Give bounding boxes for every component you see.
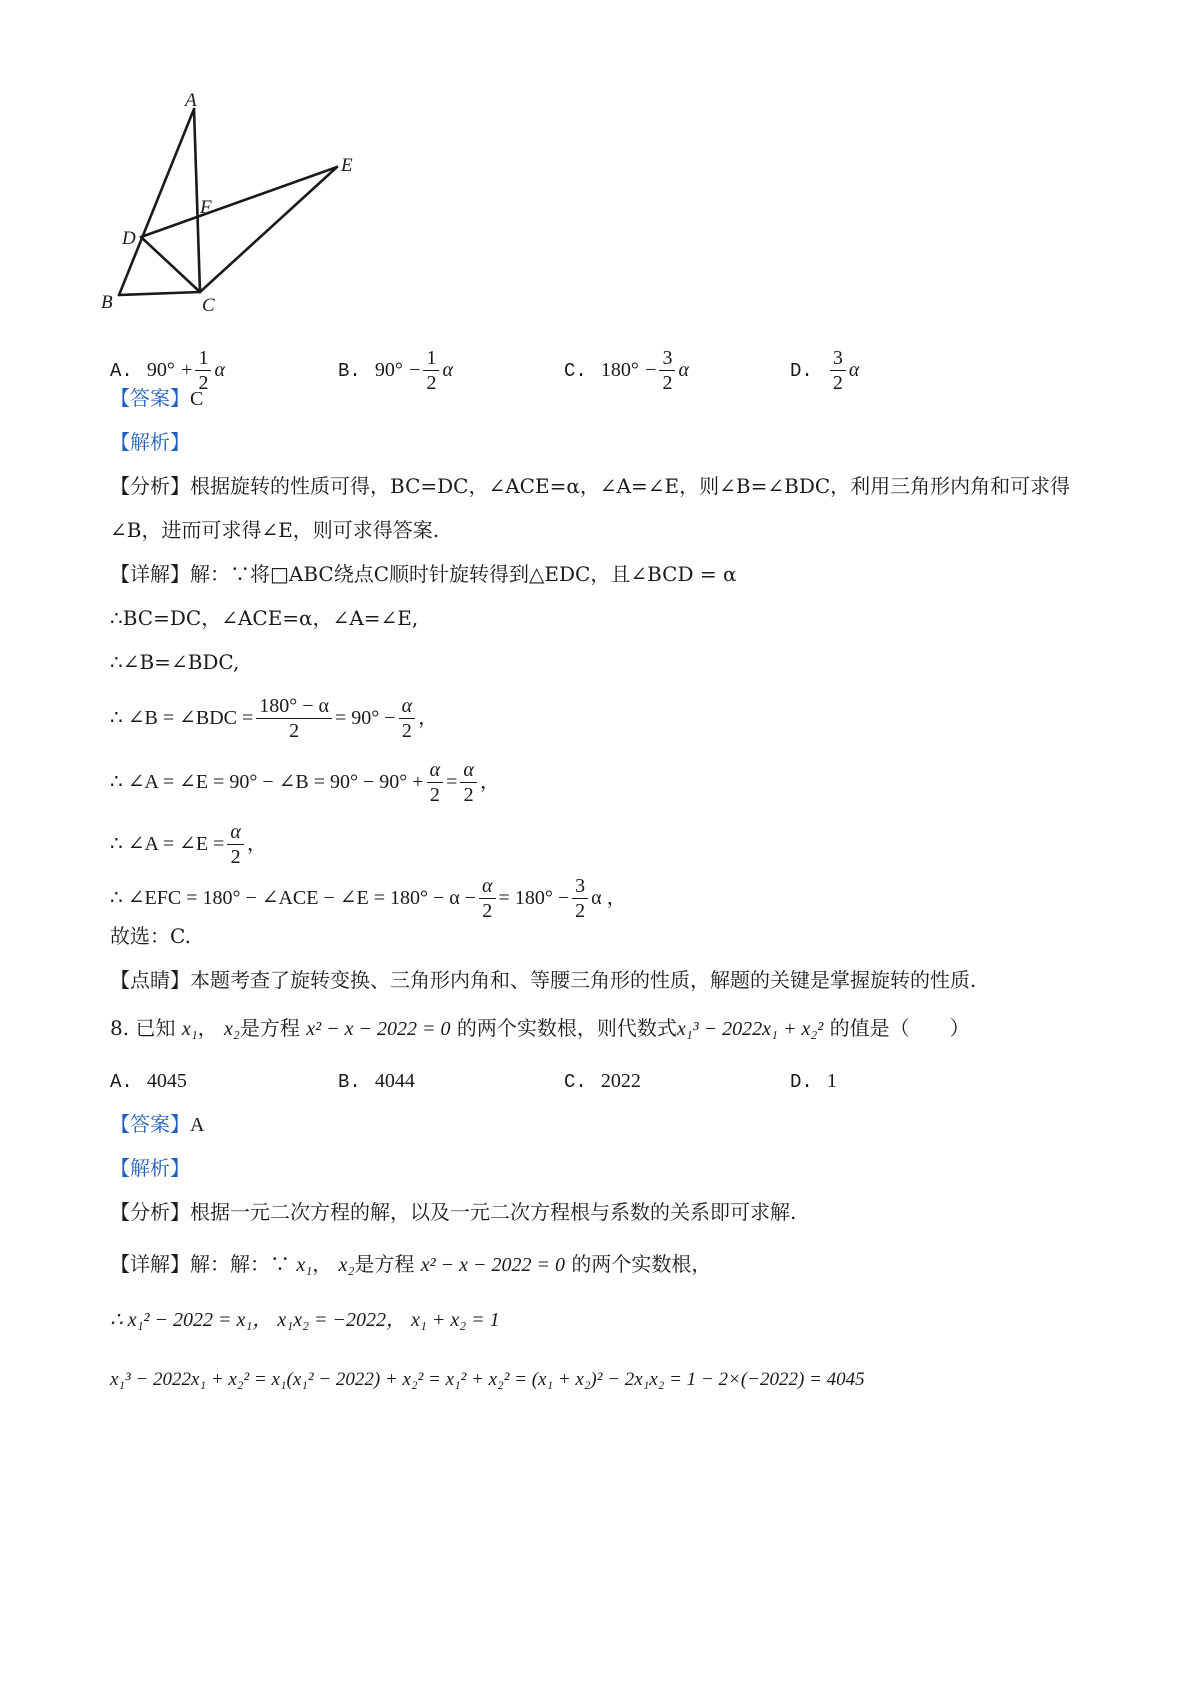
point-label-c: C	[202, 295, 215, 316]
q7-fenxi-cont: ∠B，进而可求得∠E，则可求得答案.	[110, 518, 440, 542]
q8-step-1: ∴ x₁² − 2022 = x₁， x₁x₂ = −2022， x₁ + x₂ = 1	[110, 1309, 500, 1331]
q7-step-4: ∴ ∠A = ∠E = 90° − ∠B = 90° − 90° + $\frac{\alpha}{2}$ = $\frac{\alpha}{2}$ ，	[110, 759, 500, 806]
q7-step-2: ∴∠B=∠BDC,	[110, 650, 240, 674]
fraction: $\frac{\alpha}{2}$	[427, 758, 444, 807]
q8-fenxi: 【分析】根据一元二次方程的解，以及一元二次方程根与系数的关系即可求解.	[110, 1200, 797, 1224]
fraction: $\frac{\alpha}{2}$	[460, 758, 477, 807]
fraction: $\frac{3}{2}$	[830, 346, 846, 395]
q7-xiangjie: 【详解】解：∵将□ABC绕点C顺时针旋转得到△EDC，且∠BCD = α	[110, 562, 737, 586]
point-label-e: E	[341, 155, 353, 176]
q7-step-3: ∴ ∠B = ∠BDC = $\frac{180^\circ - \alpha}{2}$ = 90° − $\frac{\alpha}{2}$ ，	[110, 695, 439, 742]
q7-dianjing: 【点睛】本题考查了旋转变换、三角形内角和、等腰三角形的性质，解题的关键是掌握旋转的性质.	[110, 968, 977, 992]
q7-step-6: ∴ ∠EFC = 180° − ∠ACE − ∠E = 180° − α − $\frac{\alpha}{2}$ = 180° − $\frac{3}{2}$ α ，	[110, 875, 627, 922]
q8-jiexi: 【解析】	[110, 1156, 190, 1180]
segment-ab	[119, 109, 194, 295]
segment-ec	[200, 167, 337, 292]
q7-jiexi: 【解析】	[110, 430, 190, 454]
fraction: $\frac{1}{2}$	[423, 346, 439, 395]
q7-answer: 【答案】C	[110, 386, 204, 410]
q8-step-2: x₁³ − 2022x₁ + x₂² = x₁(x₁² − 2022) + x₂² = x₁² + x₂² = (x₁ + x₂)² − 2x₁x₂ = 1 − 2×(−2022) = 4045	[110, 1369, 865, 1390]
fraction: $\frac{\alpha}{2}$	[479, 874, 496, 923]
q8-option-b[interactable]: B. 4044	[338, 1070, 415, 1093]
q7-option-c[interactable]: C. 180° − $\frac{3}{2}$ α	[564, 347, 689, 394]
option-label: D.	[790, 360, 813, 382]
point-label-a: A	[185, 90, 197, 111]
point-label-f: F	[200, 197, 212, 218]
q8-option-a[interactable]: A. 4045	[110, 1070, 187, 1093]
point-label-d: D	[122, 228, 136, 249]
q8-answer: 【答案】A	[110, 1112, 205, 1136]
q7-option-a[interactable]: A. 90° + $\frac{1}{2}$ α	[110, 347, 225, 394]
geometry-figure	[95, 85, 395, 330]
fraction: $\frac{3}{2}$	[572, 874, 588, 923]
segment-de	[141, 167, 337, 237]
q7-option-d[interactable]: D. $\frac{3}{2}$ α	[790, 347, 860, 394]
q7-step-1: ∴BC=DC，∠ACE=α，∠A=∠E,	[110, 606, 419, 630]
option-label: C.	[564, 360, 587, 382]
segment-bc	[119, 292, 200, 295]
fraction: $\frac{3}{2}$	[659, 346, 675, 395]
q8-option-c[interactable]: C. 2022	[564, 1070, 641, 1093]
fraction: $\frac{1}{2}$	[195, 346, 211, 395]
q7-step-5: ∴ ∠A = ∠E = $\frac{\alpha}{2}$ ，	[110, 821, 267, 868]
q8-xiangjie: 【详解】解：解：∵ x₁， x₂是方程 x² − x − 2022 = 0 的两个实数根，	[110, 1252, 712, 1276]
q7-option-b[interactable]: B. 90° − $\frac{1}{2}$ α	[338, 347, 453, 394]
point-label-b: B	[101, 292, 113, 313]
q8-stem: 8. 已知 x₁， x₂是方程 x² − x − 2022 = 0 的两个实数根，则代数式x₁³ − 2022x₁ + x₂² 的值是（ ）	[110, 1016, 970, 1040]
fraction: $\frac{\alpha}{2}$	[399, 694, 416, 743]
answer-tag: 【答案】	[110, 386, 190, 410]
q7-choice: 故选：C.	[110, 924, 191, 948]
q8-option-d[interactable]: D. 1	[790, 1070, 837, 1093]
fraction: $\frac{\alpha}{2}$	[227, 820, 244, 869]
option-label: A.	[110, 360, 133, 382]
segment-dc	[141, 237, 200, 292]
q7-fenxi: 【分析】根据旋转的性质可得，BC=DC，∠ACE=α，∠A=∠E，则∠B=∠BDC，利用三角形内角和可求得	[110, 474, 1071, 498]
option-label: B.	[338, 360, 361, 382]
fraction: $\frac{180^\circ - \alpha}{2}$	[256, 694, 332, 743]
